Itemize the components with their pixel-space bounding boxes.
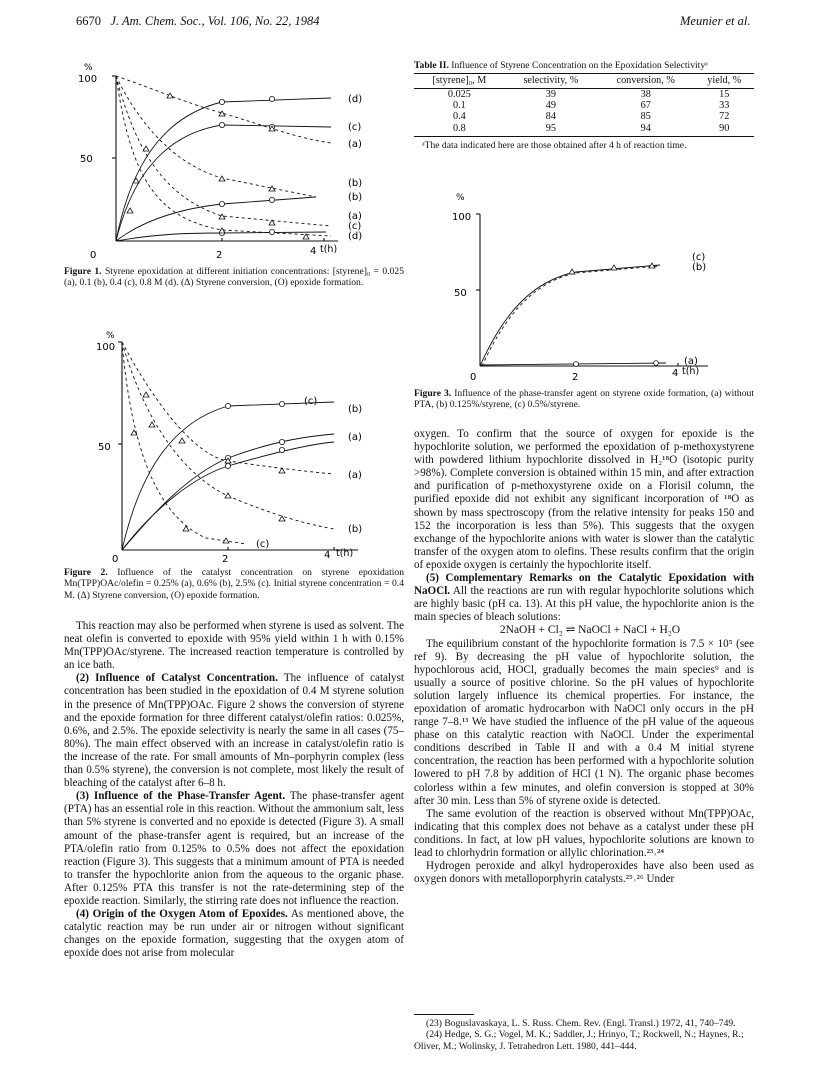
right-paragraph-7: The same evolution of the reaction is observed without Mn(TPP)OAc, indicating that this complex does not behave as a catalyst under these pH conditions. In fact, at low pH values, hypochlorite solutions are known to lead to chlorhydrin formation or allylic chlorination.²³˒²⁴ [414, 807, 754, 859]
table-cell: 85 [640, 111, 651, 123]
table-row [414, 123, 754, 137]
figure-2-plot [86, 326, 386, 566]
figure-3-plot [446, 188, 736, 384]
fig2-x-tick-2: 2 [222, 554, 229, 565]
table2-footnote: ᵃThe data indicated here are those obtained after 4 h of reaction time. [422, 139, 687, 151]
fig2-label-b-lower: (b) [348, 524, 363, 535]
fig1-curve-styrene-a [116, 76, 331, 143]
fig3-x-tick-2: 2 [572, 372, 579, 383]
fig2-label-c-lower: (c) [256, 539, 270, 550]
fig3-y-tick-50: 50 [454, 288, 467, 299]
table-cell: 94 [597, 123, 695, 137]
table-cell: 72 [719, 111, 730, 123]
table-cell: 39 [545, 88, 556, 100]
fig3-label-a: (a) [684, 356, 698, 367]
journal-citation: J. Am. Chem. Soc., Vol. 106, No. 22, 1984 [110, 14, 320, 28]
right-paragraph-6: The equilibrium constant of the hypochlorite formation is 7.5 × 10⁵ (see ref 9). By decreasing the pH value of hypochlorite solution, the hypochlorous acid, HOCl, gradually becomes the main species⁹ and is usually a source of positive chlorine. So the pH values of hypochlorite solution largely influence its chemical properties. For instance, the epoxidation of aromatic hydrocarbon with NaOCl only occurs in the pH range 7–8.¹³ We have studied the influence of the pH value of the aqueous phase on this catalytic reaction with NaOCl. Under the experimental conditions described in Table II and with a 0.4 M initial styrene concentration, the reaction has been performed with a hypochlorite solution lowered to pH 7.8 by addition of HCl (1 N). The organic phase becomes colorless within a few minutes, and olefin conversion is stopped at 30% after 30 min. Less than 5% of styrene oxide is detected. [414, 637, 754, 807]
left-paragraph-1: This reaction may also be performed when styrene is used as solvent. The neat olefin is converted to epoxide with 95% yield within 1 h with 0.15% Mn(TPP)OAc/styrene. The increased reaction temperature is controlled by an ice bath. [64, 620, 404, 672]
fig1-y-unit: % [84, 63, 93, 73]
table2-col-conversion: conversion, % [597, 74, 695, 88]
page-number: 6670 [76, 14, 101, 28]
table-cell: 38 [640, 88, 651, 100]
footnotes [414, 1018, 754, 1052]
fig2-x-label: t(h) [336, 548, 354, 559]
footnote-23: (23) Boguslavaskaya, L. S. Russ. Chem. Rev. (Engl. Transl.) 1972, 41, 740–749. [426, 1018, 736, 1029]
fig1-label-a-lower: (a) [348, 211, 362, 222]
fig1-x-tick-4: 4 [310, 246, 317, 257]
right-paragraph-8: Hydrogen peroxide and alkyl hydroperoxides have also been used as oxygen donors with metalloporphyrin catalysts.²⁵˒²⁶ Under [414, 860, 754, 886]
section-5-text: All the reactions are run with regular hypochlorite solutions which are highly basic (pH ca. 13). At this pH value, the hypochlorite anion is the main species of bleach solutions: [414, 585, 754, 624]
table2-col-styrene: [styrene]₀, M [414, 74, 505, 88]
fig1-curve-styrene-b [116, 76, 316, 197]
table2-col-yield: yield, % [695, 74, 755, 88]
right-column-text [414, 428, 754, 886]
fig2-curve-epoxide-b [122, 434, 334, 550]
section-4-text: As mentioned above, the catalytic reaction may be run under air or nitrogen without significant changes on the epoxide formation, suggesting that the oxygen atom of epoxide does not arise from molecular [64, 908, 404, 960]
fig1-caption-text: Styrene epoxidation at different initiation concentrations: [styrene]₀ = 0.025 (a), 0.1 (b), 0.4 (c), 0.8 M (d). (Δ) Styrene conversion, (O) epoxide formation. [64, 266, 404, 289]
table-cell: 0.8 [414, 123, 505, 137]
fig2-x-tick-0: 0 [112, 554, 119, 565]
fig3-x-label: t(h) [682, 366, 700, 377]
fig3-caption-label: Figure 3. [414, 388, 452, 399]
fig2-caption-label: Figure 2. [64, 567, 108, 578]
table2-label: Table II. [414, 60, 449, 71]
fig3-caption-text: Influence of the phase-transfer agent on styrene oxide formation, (a) without PTA, (b) 0.125%/styrene, (c) 0.5%/styrene. [414, 388, 754, 411]
fig1-curve-epoxide-b [116, 197, 316, 241]
fig1-label-a: (a) [348, 139, 362, 150]
fig2-curve-epoxide-c [122, 402, 334, 550]
footnote-24: (24) Hedge, S. G.; Vogel, M. K.; Saddler, J.; Hrinyo, T.; Rockwell, N.; Haynes, R.; Oliver, M.; Wolinsky, J. Tetrahedron Lett. 1980, 441–444. [414, 1029, 744, 1052]
table2-grid [414, 73, 754, 136]
fig1-x-tick-2: 2 [216, 250, 223, 261]
left-column-text [64, 620, 404, 960]
running-header-authors: Meunier et al. [680, 14, 751, 28]
fig1-x-tick-0: 0 [90, 250, 97, 261]
table2-title: Influence of Styrene Concentration on the Epoxidation Selectivityᵃ [451, 60, 708, 71]
table-2 [414, 60, 754, 151]
fig1-curve-epoxide-d [116, 98, 331, 241]
right-paragraph-1: oxygen. To confirm that the source of oxygen for epoxide is the hypochlorite solution, we performed the epoxidation of p-methoxystyrene with powdered lithium hypochlorite dissolved in H₂¹⁸O (isotopic purity >98%). Complete conversion is obtained within 15 min, and after extraction and purification of p-methoxystyrene oxide on a Florisil column, the purified epoxide did not exhibit any significant incorporation of ¹⁸O as shown by mass spectroscopy (from the relative intensity for peaks 150 and 152 the incorporation is less than 5%). This suggests that the oxygen exchange of the hypochlorite anions with water is slower than the catalytic transfer of the oxygen atom to olefins. These results confirm that the origin of epoxide oxygen is certainly the hypochlorite itself. [414, 428, 754, 571]
fig3-y-unit: % [456, 193, 465, 203]
fig1-label-d-lower: (d) [348, 231, 363, 242]
fig2-label-c: (c) [304, 396, 318, 407]
table-cell: 90 [695, 123, 755, 137]
fig2-y-tick-50: 50 [98, 442, 111, 453]
fig3-curve-a [480, 363, 666, 365]
section-2-text: The influence of catalyst concentration has been studied in the epoxidation of 0.4 M styrene solution in the presence of Mn(TPP)OAc. Figure 2 shows the conversion of styrene and the epoxide formation for three different catalyst/olefin ratios: 0.025%, 0.6%, and 2.5%. The epoxide selectivity is nearly the same in all cases (75–80%). The main effect observed with an increase in catalyst/olefin ratio is the increase of the rate. For small amounts of Mn–porphyrin complex (less than 0.5% styrene), the conversion is not complete, most likely the result of bleaching of the catalyst after 6–8 h. [64, 672, 405, 790]
table-row [414, 88, 754, 100]
fig1-label-d: (d) [348, 94, 363, 105]
table-row [414, 100, 754, 111]
fig3-label-c: (c) [692, 252, 706, 263]
fig2-y-unit: % [106, 331, 115, 341]
table-cell: 95 [505, 123, 597, 137]
section-5-heading: (5) Complementary Remarks on the Catalytic Epoxidation with NaOCl. [414, 572, 754, 598]
table-cell: 84 [545, 111, 556, 123]
fig2-label-b: (b) [348, 404, 363, 415]
table-cell: 67 [640, 100, 651, 111]
table2-col-selectivity: selectivity, % [505, 74, 597, 88]
figure-1-plot [76, 58, 376, 270]
fig1-x-label: t(h) [320, 244, 338, 255]
running-header-left [76, 14, 320, 29]
figure-1-caption [64, 266, 404, 289]
fig1-y-tick-50: 50 [80, 154, 93, 165]
table-cell: 0.1 [453, 100, 466, 111]
fig1-caption-label: Figure 1. [64, 266, 102, 277]
table-cell: 0.025 [447, 88, 471, 100]
fig2-label-a-lower: (a) [348, 470, 362, 481]
section-4-heading: (4) Origin of the Oxygen Atom of Epoxides. [76, 908, 288, 921]
fig2-curve-styrene-b [122, 342, 334, 529]
table-cell: 33 [719, 100, 730, 111]
fig1-label-b: (b) [348, 192, 363, 203]
figure-3-caption [414, 388, 754, 411]
fig3-x-tick-0: 0 [470, 372, 477, 383]
fig1-curve-epoxide-c [116, 125, 331, 241]
fig3-x-tick-4: 4 [672, 368, 679, 379]
fig1-label-c: (c) [348, 122, 362, 133]
fig1-label-b-upper: (b) [348, 178, 363, 189]
fig1-label-c-lower: (c) [348, 221, 362, 232]
section-3-heading: (3) Influence of the Phase-Transfer Agent. [76, 790, 286, 803]
fig3-y-tick-100: 100 [452, 212, 472, 223]
table-row [414, 111, 754, 122]
equilibrium-equation: 2NaOH + Cl₂ ⇌ NaOCl + NaCl + H₂O [499, 624, 681, 637]
section-2-heading: (2) Influence of Catalyst Concentration. [76, 672, 278, 685]
fig1-y-tick-100: 100 [78, 74, 98, 85]
table-cell: 15 [719, 88, 730, 100]
fig2-y-tick-100: 100 [96, 342, 116, 353]
section-3-text: The phase-transfer agent (PTA) has an essential role in this reaction. Without the ammonium salt, less than 5% styrene is converted and no epoxide is detected (Figure 3). A small amount of the phase-transfer agent is required, but an increase of the PTA/olefin ratio from 0.125% to 0.5% does not affect the epoxidation reaction (Figure 3). This suggests that a minimum amount of PTA is needed to transfer the hypochlorite anion from the aqueous to the organic phase. After 0.125% PTA this transfer is not the rate-determining step of the epoxide reaction. Similarly, the stirring rate does not influence the reaction. [64, 790, 404, 907]
fig3-curve-c [480, 265, 660, 366]
fig2-label-a: (a) [348, 432, 362, 443]
footnote-rule [414, 1014, 474, 1015]
table-cell: 49 [545, 100, 556, 111]
fig2-x-tick-4: 4 [324, 550, 331, 561]
figure-2-caption [64, 567, 404, 601]
fig2-caption-text: Influence of the catalyst concentration on styrene epoxidation Mn(TPP)OAc/olefin = 0.25% (a), 0.6% (b), 2.5% (c). Initial styrene concentration = 0.4 M. (Δ) Styrene conversion, (O) epoxide formation. [64, 567, 404, 601]
fig3-label-b: (b) [692, 262, 707, 273]
table-cell: 0.4 [453, 111, 466, 123]
